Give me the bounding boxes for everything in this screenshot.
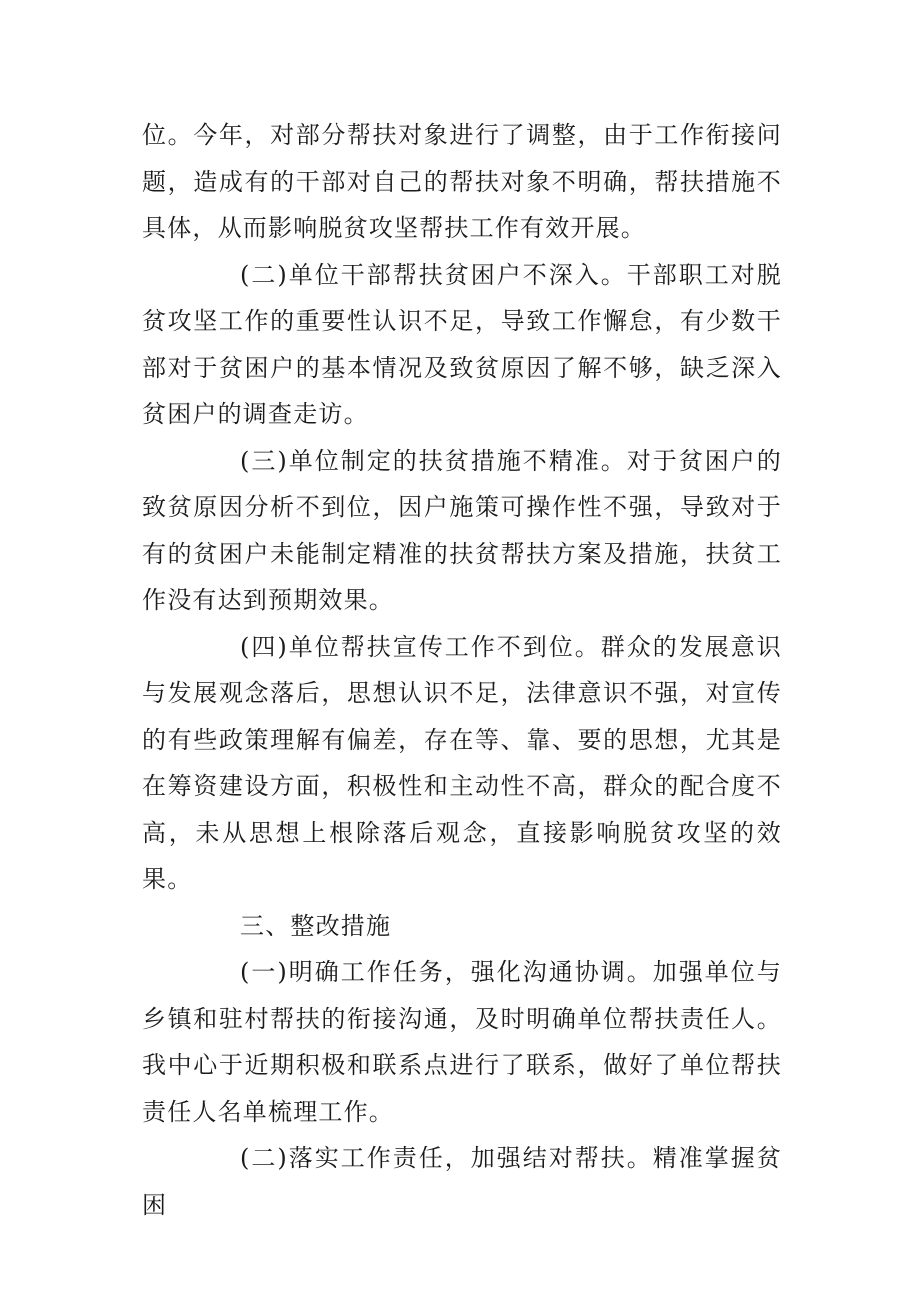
paragraph-issue-3: (三)单位制定的扶贫措施不精准。对于贫困户的致贫原因分析不到位，因户施策可操作性不强，导致对于有的贫困户未能制定精准的扶贫帮扶方案及措施，扶贫工作没有达到预期效果。: [142, 446, 782, 614]
paragraph-continued: 位。今年，对部分帮扶对象进行了调整，由于工作衔接问题，造成有的干部对自己的帮扶对象不明确，帮扶措施不具体，从而影响脱贫攻坚帮扶工作有效开展。: [142, 121, 782, 242]
paragraph-issue-4: (四)单位帮扶宣传工作不到位。群众的发展意识与发展观念落后，思想认识不足，法律意识不强，对宣传的有些政策理解有偏差，存在等、靠、要的思想，尤其是在筹资建设方面，积极性和主动性不高，群众的配合度不高，未从思想上根除落后观念，直接影响脱贫攻坚的效果。: [142, 632, 782, 893]
paragraph-issue-2: (二)单位干部帮扶贫困户不深入。干部职工对脱贫攻坚工作的重要性认识不足，导致工作懈怠，有少数干部对于贫困户的基本情况及致贫原因了解不够，缺乏深入贫困户的调查走访。: [142, 260, 782, 428]
section-heading-rectification-measures: 三、整改措施: [240, 911, 392, 940]
document-body: [142, 112, 782, 1228]
paragraph-measure-1: (一)明确工作任务，强化沟通协调。加强单位与乡镇和驻村帮扶的衔接沟通，及时明确单位帮扶责任人。我中心于近期积极和联系点进行了联系，做好了单位帮扶责任人名单梳理工作。: [142, 958, 782, 1126]
paragraph-measure-2: (二)落实工作责任，加强结对帮扶。精准掌握贫困: [142, 1144, 782, 1219]
